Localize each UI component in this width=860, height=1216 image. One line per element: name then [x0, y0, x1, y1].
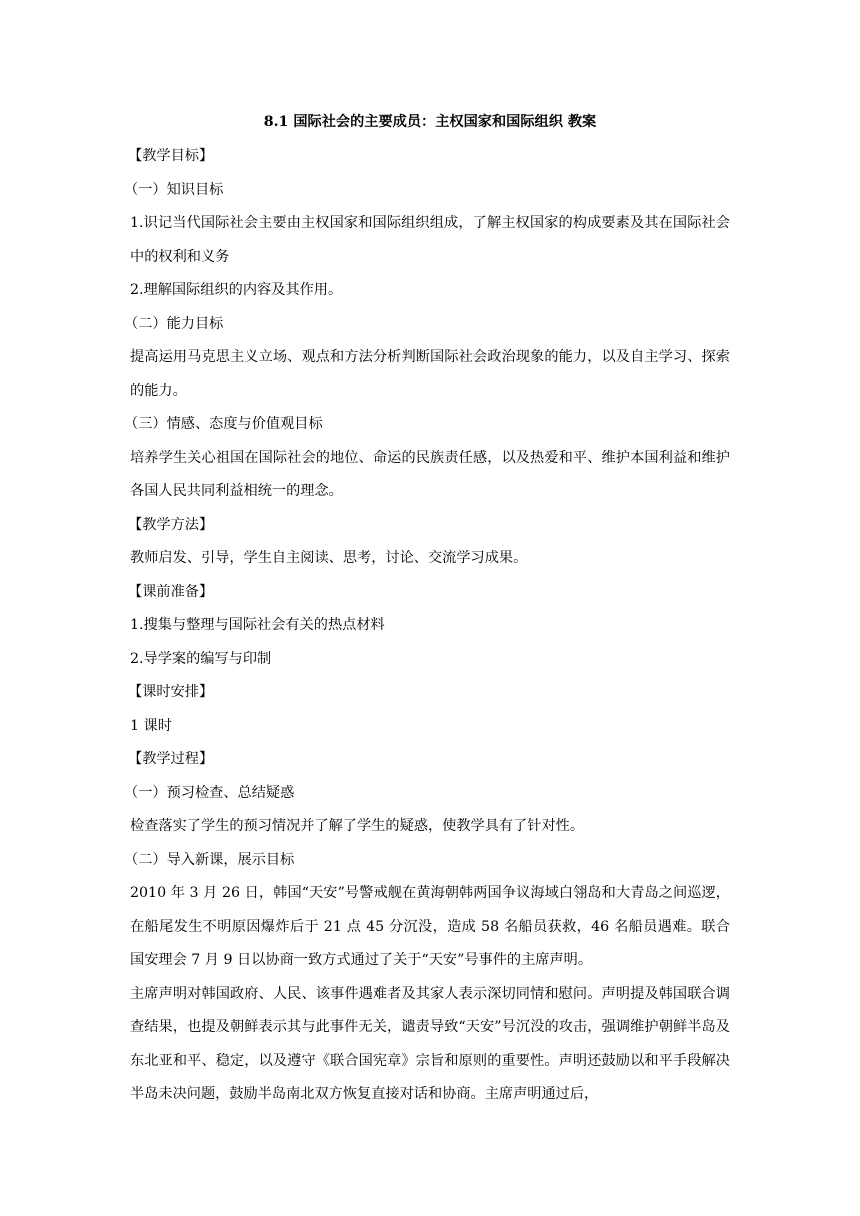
section-heading-teaching-method: 【教学方法】	[128, 516, 214, 533]
introduction-paragraph-2: 主席声明对韩国政府、人民、该事件遇难者及其家人表示深切同情和慰问。声明提及韩国联合调查结果，也提及朝鲜表示其与此事件无关，谴责导致“天安”号沉没的攻击，强调维护朝鲜半岛及东北亚和平、稳定，以及遵守《联合国宪章》宗旨和原则的重要性。声明还鼓励以和平手段解决半岛未决问题，鼓励半岛南北双方恢复直接对话和协商。主席声明通过后，	[130, 985, 730, 1102]
preview-check-text: 检查落实了学生的预习情况并了解了学生的疑惑，使教学具有了针对性。	[130, 818, 585, 834]
subsection-heading-ability-goals: （二）能力目标	[124, 315, 224, 332]
subsection-heading-knowledge-goals: （一）知识目标	[124, 181, 224, 198]
knowledge-goal-item-1: 1.识记当代国际社会主要由主权国家和国际组织组成，了解主权国家的构成要素及其在国际社会中的权利和义务	[130, 215, 730, 265]
subsection-heading-values-goals: （三）情感、态度与价值观目标	[124, 416, 323, 432]
preparation-item-1: 1.搜集与整理与国际社会有关的热点材料	[130, 617, 385, 633]
preparation-item-2: 2.导学案的编写与印制	[130, 650, 272, 667]
section-heading-teaching-goals: 【教学目标】	[128, 148, 214, 164]
knowledge-goal-item-2: 2.理解国际组织的内容及其作用。	[130, 282, 343, 298]
document-title: 8.1 国际社会的主要成员：主权国家和国际组织 教案	[263, 114, 597, 130]
teaching-method-text: 教师启发、引导，学生自主阅读、思考，讨论、交流学习成果。	[130, 550, 528, 566]
subsection-heading-introduction: （二）导入新课，展示目标	[124, 851, 295, 868]
introduction-paragraph-1: 2010 年 3 月 26 日，韩国“天安”号警戒舰在黄海朝韩两国争议海域白翎岛和大青岛之间巡逻，在船尾发生不明原因爆炸后于 21 点 45 分沉没，造成 58 名船员获救，46 名船员遇难。联合国安理会 7 月 9 日以协商一致方式通过了关于“天安”号事件的主席声明。	[130, 885, 730, 968]
section-heading-preparation: 【课前准备】	[128, 583, 214, 600]
section-heading-teaching-process: 【教学过程】	[128, 751, 214, 767]
document-body	[124, 110, 730, 1112]
values-goal-text: 培养学生关心祖国在国际社会的地位、命运的民族责任感，以及热爱和平、维护本国利益和维护各国人民共同利益相统一的理念。	[130, 449, 730, 499]
schedule-text: 1 课时	[130, 717, 172, 734]
section-heading-schedule: 【课时安排】	[128, 684, 214, 700]
ability-goal-text: 提高运用马克思主义立场、观点和方法分析判断国际社会政治现象的能力，以及自主学习、探索的能力。	[130, 349, 730, 399]
subsection-heading-preview-check: （一）预习检查、总结疑惑	[124, 784, 295, 801]
